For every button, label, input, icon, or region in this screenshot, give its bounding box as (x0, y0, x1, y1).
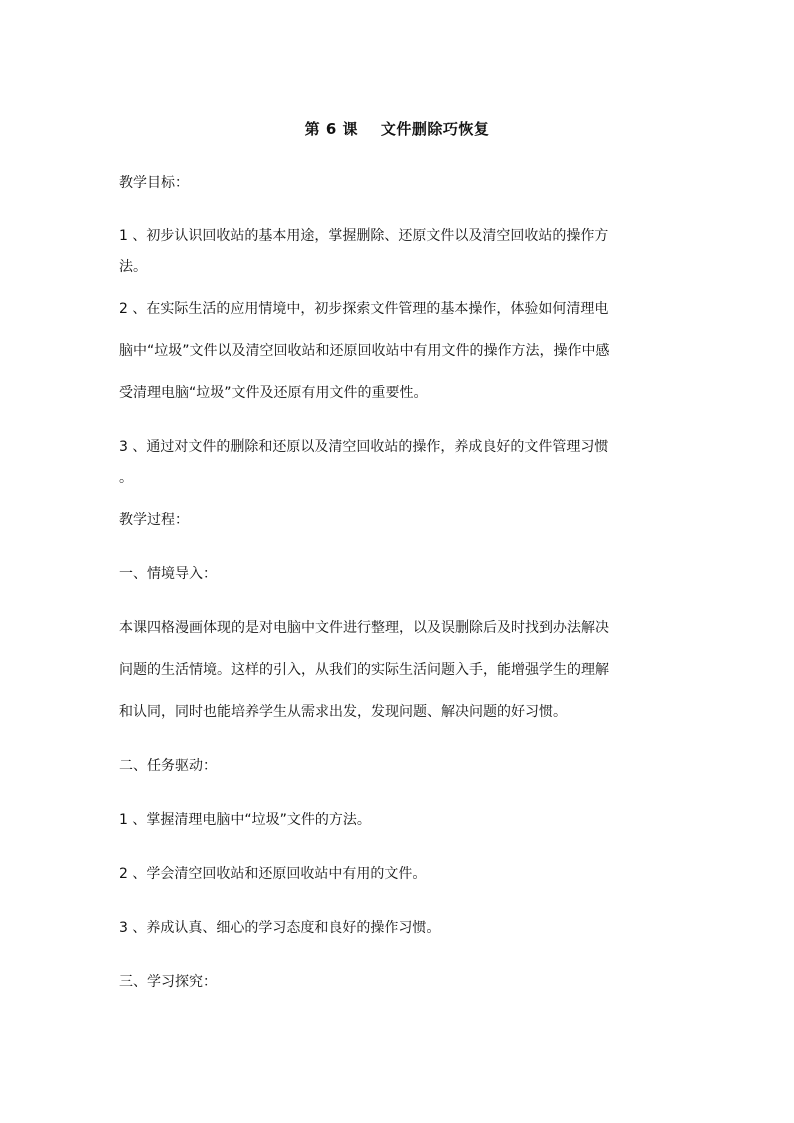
intro-paragraph-line-1: 本课四格漫画体现的是对电脑中文件进行整理，以及误删除后及时找到办法解决 (119, 620, 609, 636)
task-item-3: 3 、养成认真、细心的学习态度和良好的操作习惯。 (119, 920, 441, 936)
objective-2-line-1: 2 、在实际生活的应用情境中，初步探索文件管理的基本操作，体验如何清理电 (119, 301, 609, 317)
intro-paragraph-line-2: 问题的生活情境。这样的引入，从我们的实际生活问题入手，能增强学生的理解 (119, 662, 609, 678)
section-heading-explore: 三、学习探究： (119, 974, 217, 990)
objective-3-line-1: 3 、通过对文件的删除和还原以及清空回收站的操作，养成良好的文件管理习惯 (119, 439, 609, 455)
section-heading-tasks: 二、任务驱动： (119, 758, 217, 774)
objective-3-line-2: 。 (119, 470, 133, 486)
section-heading-objectives: 教学目标： (119, 175, 189, 191)
intro-paragraph-line-3: 和认同，同时也能培养学生从需求出发，发现问题、解决问题的好习惯。 (119, 704, 567, 720)
lesson-title: 第 6 课 文件删除巧恢复 (304, 120, 490, 138)
section-heading-intro: 一、情境导入： (119, 566, 217, 582)
section-heading-process: 教学过程： (119, 512, 189, 528)
task-item-1: 1 、掌握清理电脑中“垃圾”文件的方法。 (119, 812, 371, 828)
objective-2-line-3: 受清理电脑“垃圾”文件及还原有用文件的重要性。 (119, 385, 428, 401)
objective-1-line-1: 1 、初步认识回收站的基本用途，掌握删除、还原文件以及清空回收站的操作方 (119, 228, 609, 244)
objective-1-line-2: 法。 (119, 259, 147, 275)
objective-2-line-2: 脑中“垃圾”文件以及清空回收站和还原回收站中有用文件的操作方法，操作中感 (119, 343, 610, 359)
task-item-2: 2 、学会清空回收站和还原回收站中有用的文件。 (119, 866, 427, 882)
